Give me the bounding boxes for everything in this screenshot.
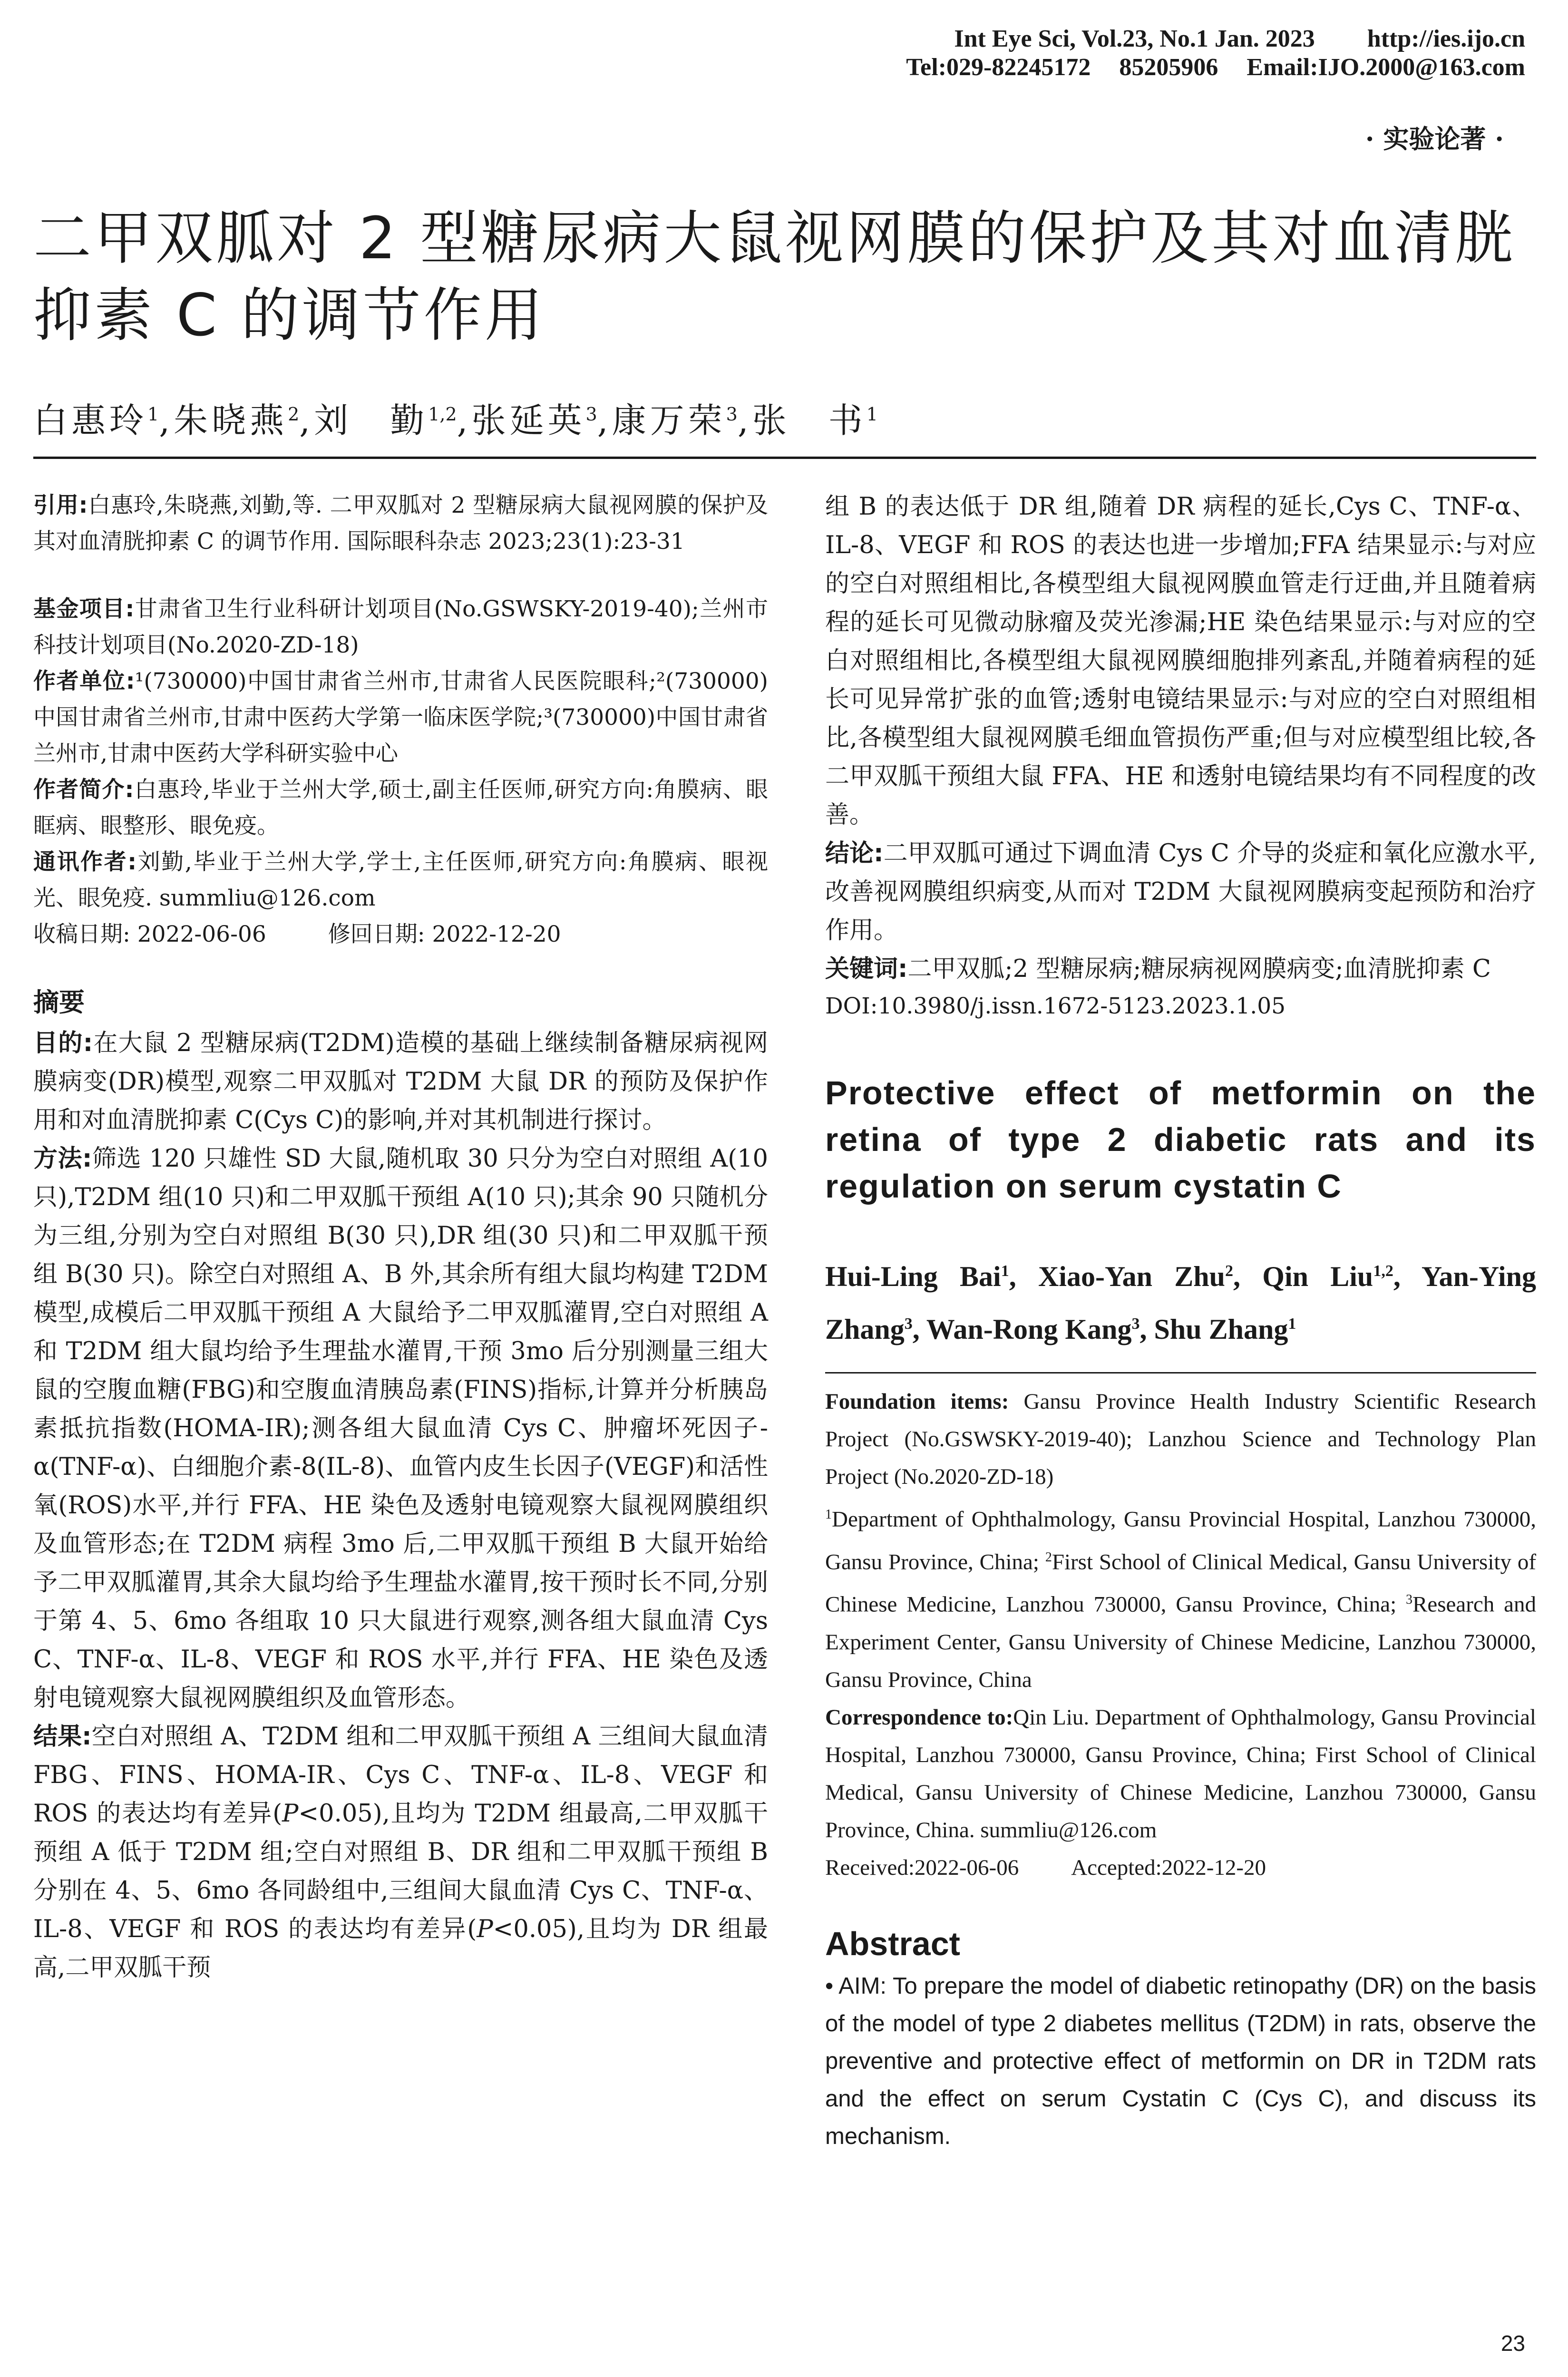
affiliations-zh — [33, 663, 768, 772]
author-zh-separator: , — [457, 400, 472, 440]
title-zh-line-2: 抑素 C 的调节作用 — [33, 282, 545, 349]
author-en-affiliation-mark: 1 — [1001, 1262, 1009, 1280]
author-zh-name: 张 书 — [752, 400, 867, 440]
correspondence-text: Qin Liu. Department of Ophthalmology, Gansu Provincial Hospital, Lanzhou 730000, Gansu Province, China; First School of Clinical Medical, Gansu University of Chinese Medicine, Lanzhou 730000, Gansu Province, China. summliu@126.com — [825, 1705, 1536, 1842]
result-zh — [33, 1717, 768, 1987]
author-zh-affiliation-mark: 3 — [726, 404, 738, 425]
affiliations-en: $^1$Department of Ophthalmology, Gansu Provincial Hospital, Lanzhou 730000, Gansu Province, China; $^2$First School of Clinical Medical, Gansu University of Chinese Medicine, Lanzhou 730000, Gansu Province, China; $^3$Research and Experiment Center, Gansu University of Chinese Medicine, Lanzhou 730000, Gansu Province, China — [825, 1507, 1536, 1692]
aim-zh — [33, 1024, 768, 1140]
author-zh-affiliation-mark: 2 — [288, 404, 300, 425]
author-en-name: Wan-Rong Kang — [926, 1314, 1132, 1345]
result-text-a: 空白对照组 A、T2DM 组和二甲双胍干预组 A 三组间大鼠血清 FBG、FINS、HOMA-IR、Cys C、TNF-α、IL-8、VEGF 和 ROS 的表达均有差异( — [33, 1723, 768, 1828]
header-rule — [33, 457, 1536, 459]
result-continued: 组 B 的表达低于 DR 组,随着 DR 病程的延长,Cys C、TNF-α、IL-8、VEGF 和 ROS 的表达也进一步增加;FFA 结果显示:与对应的空白对照组相比,各模型组大鼠视网膜血管走行迂曲,并且随着病程的延长可见微动脉瘤及荧光渗漏;HE 染色结果显示:与对应的空白对照组相比,各模型组大鼠视网膜细胞排列紊乱,并随着病程的延长可见异常扩张的血管;透射电镜结果显示:与对应的空白对照组相比,各模型组大鼠视网膜毛细血管损伤严重;但与对应模型组比较,各二甲双胍干预组大鼠 FFA、HE 和透射电镜结果均有不同程度的改善。 — [825, 493, 1536, 829]
journal-fax: 85205906 — [1119, 54, 1218, 81]
article-title-en: Protective effect of metformin on the retina of type 2 diabetic rats and its regulation on serum cystatin C — [825, 1074, 1536, 1205]
author-zh-name: 张延英 — [471, 400, 586, 440]
author-en-separator: , — [1393, 1261, 1422, 1292]
journal-url[interactable]: http://ies.ijo.cn — [1367, 25, 1525, 52]
author-en-affiliation-mark: 2 — [1225, 1262, 1234, 1280]
article-title-zh — [33, 200, 1536, 354]
author-en-separator: , — [912, 1314, 926, 1345]
accepted-date-en: Accepted:2022-12-20 — [1071, 1855, 1266, 1880]
author-en-affiliation-mark: 1,2 — [1373, 1262, 1393, 1280]
author-zh-separator: , — [159, 400, 174, 440]
fund — [33, 591, 768, 663]
affiliation-3: Research and Experiment Center, Gansu University of Chinese Medicine, Lanzhou 730000, Gansu Province, China — [825, 1592, 1536, 1692]
journal-header — [906, 25, 1525, 82]
fund-text: 甘肃省卫生行业科研计划项目(No.GSWSKY-2019-40);兰州市科技计划项目(No.2020-ZD-18) — [33, 596, 769, 658]
author-en-name: Qin Liu — [1262, 1261, 1373, 1292]
conclusion-text: 二甲双胍可通过下调血清 Cys C 介导的炎症和氧化应激水平,改善视网膜组织病变,从而对 T2DM 大鼠视网膜病变起预防和治疗作用。 — [825, 839, 1536, 945]
aim-label: 目的: — [33, 1029, 93, 1057]
affiliation-label: 作者单位: — [33, 668, 135, 694]
author-en-name: Xiao-Yan Zhu — [1038, 1261, 1226, 1292]
title-zh-line-1: 二甲双胍对 2 型糖尿病大鼠视网膜的保护及其对血清胱 — [33, 205, 1516, 272]
author-en-separator: , — [1009, 1261, 1038, 1292]
citation — [33, 487, 768, 560]
author-zh-affiliation-mark: 3 — [585, 404, 597, 425]
dates-en — [825, 1849, 1536, 1887]
left-column — [33, 487, 768, 1987]
journal-tel: Tel:029-82245172 — [906, 54, 1091, 81]
result-text-c: <0.05),且均为 DR 组最高,二甲双胍干预 — [33, 1915, 768, 1982]
corr-label: 通讯作者: — [33, 849, 137, 875]
author-zh-name: 朱晓燕 — [174, 400, 288, 440]
author-zh-separator: , — [737, 400, 752, 440]
aim-text-en: To prepare the model of diabetic retinopathy (DR) on the basis of the model of type 2 diabetes mellitus (T2DM) in rats, observe the preventive and protective effect of metformin on DR in T2DM rats and the effect on serum Cystatin C (Cys C), and discuss its mechanism. — [825, 1973, 1537, 2149]
fund-label: 基金项目: — [33, 596, 135, 622]
author-zh-name: 刘 勤 — [314, 400, 429, 440]
author-zh-separator: , — [299, 400, 314, 440]
journal-email[interactable]: Email:IJO.2000@163.com — [1247, 54, 1525, 81]
author-zh-affiliation-mark: 1,2 — [428, 404, 457, 425]
p-symbol: P — [477, 1915, 493, 1943]
author-en-name: Shu Zhang — [1154, 1314, 1288, 1345]
abstract-heading-en: Abstract — [825, 1925, 960, 1962]
p-symbol: P — [282, 1800, 299, 1828]
keywords-label: 关键词: — [825, 955, 908, 983]
author-en-separator: , — [1139, 1314, 1154, 1345]
author-zh-name: 白惠玲 — [33, 400, 148, 440]
received-date-en: Received:2022-06-06 — [825, 1855, 1019, 1880]
affiliation-2: First School of Clinical Medical, Gansu University of Chinese Medicine, Lanzhou 730000, Gansu Province, China; — [825, 1549, 1536, 1617]
corr-text: 刘勤,毕业于兰州大学,学士,主任医师,研究方向:角膜病、眼视光、眼免疫. summliu@126.com — [33, 849, 769, 911]
bio-text: 白惠玲,毕业于兰州大学,硕士,副主任医师,研究方向:角膜病、眼眶病、眼整形、眼免疫。 — [33, 777, 768, 839]
result-text-b: <0.05),且均为 T2DM 组最高,二甲双胍干预组 A 低于 T2DM 组;空白对照组 B、DR 组和二甲双胍干预组 B 分别在 4、5、6mo 各同龄组中,三组间大鼠血清 Cys C、TNF-α、IL-8、VEGF 和 ROS 的表达均有差异( — [33, 1800, 768, 1943]
author-bio — [33, 772, 768, 844]
author-en-name: Hui-Ling Bai — [825, 1261, 1001, 1292]
foundation-en — [825, 1383, 1536, 1496]
affiliation-1: Department of Ophthalmology, Gansu Provincial Hospital, Lanzhou 730000, Gansu Province, China; — [825, 1507, 1536, 1575]
doi[interactable]: DOI:10.3980/j.issn.1672-5123.2023.1.05 — [825, 993, 1286, 1019]
author-zh-separator: , — [597, 400, 612, 440]
author-zh-affiliation-mark: 1 — [866, 404, 878, 425]
keywords-zh — [825, 950, 1536, 988]
author-zh-name: 康万荣 — [612, 400, 726, 440]
aim-en — [825, 1968, 1536, 2155]
foundation-label: Foundation items: — [825, 1389, 1009, 1414]
author-en-affiliation-mark: 1 — [1288, 1315, 1296, 1333]
aim-bullet: • AIM: — [825, 1973, 887, 1999]
authors-en — [825, 1247, 1536, 1353]
page-number: 23 — [1500, 2331, 1525, 2356]
author-en-affiliation-mark: 3 — [1131, 1315, 1140, 1333]
result-label: 结果: — [33, 1723, 92, 1751]
revised-date: 修回日期: 2022-12-20 — [328, 921, 561, 947]
correspondence-en — [825, 1699, 1536, 1849]
abstract-heading-zh: 摘要 — [33, 987, 85, 1017]
aim-text: 在大鼠 2 型糖尿病(T2DM)造模的基础上继续制备糖尿病视网膜病变(DR)模型,观察二甲双胍对 T2DM 大鼠 DR 的预防及保护作用和对血清胱抑素 C(Cys C)的影响,并对其机制进行探讨。 — [33, 1029, 768, 1134]
received-date: 收稿日期: 2022-06-06 — [33, 921, 266, 947]
method-text: 筛选 120 只雄性 SD 大鼠,随机取 30 只分为空白对照组 A(10 只),T2DM 组(10 只)和二甲双胍干预组 A(10 只);其余 90 只随机分为三组,分别为空白对照组 B(30 只),DR 组(30 只)和二甲双胍干预组 B(30 只)。除空白对照组 A、B 外,其余所有组大鼠均构建 T2DM 模型,成模后二甲双胍干预组 A 大鼠给予二甲双胍灌胃,空白对照组 A 和 T2DM 组大鼠均给予生理盐水灌胃,干预 3mo 后分别测量三组大鼠的空腹血糖(FBG)和空腹血清胰岛素(FINS)指标,计算并分析胰岛素抵抗指数(HOMA-IR);测各组大鼠血清 Cys C、肿瘤坏死因子-α(TNF-α)、白细胞介素-8(IL-8)、血管内皮生长因子(VEGF)和活性氧(ROS)水平,并行 FFA、HE 染色及透射电镜观察大鼠视网膜组织及血管形态;在 T2DM 病程 3mo 后,二甲双胍干预组 B 大鼠开始给予二甲双胍灌胃,其余大鼠均给予生理盐水灌胃,按干预时长不同,分别于第 4、5、6mo 各组取 10 只大鼠进行观察,测各组大鼠血清 Cys C、TNF-α、IL-8、VEGF 和 ROS 水平,并行 FFA、HE 染色及透射电镜观察大鼠视网膜组织及血管形态。 — [33, 1145, 768, 1712]
conclusion-label: 结论: — [825, 839, 884, 867]
citation-label: 引用: — [33, 492, 88, 518]
authors-zh — [33, 393, 878, 442]
method-label: 方法: — [33, 1145, 92, 1173]
keywords-text: 二甲双胍;2 型糖尿病;糖尿病视网膜病变;血清胱抑素 C — [907, 955, 1491, 983]
citation-text: 白惠玲,朱晓燕,刘勤,等. 二甲双胍对 2 型糖尿病大鼠视网膜的保护及其对血清胱抑素 C 的调节作用. 国际眼科杂志 2023;23(1):23-31 — [33, 492, 768, 555]
journal-issue: Int Eye Sci, Vol.23, No.1 Jan. 2023 — [954, 25, 1315, 52]
affiliation-text: ¹(730000)中国甘肃省兰州市,甘肃省人民医院眼科;²(730000)中国甘肃省兰州市,甘肃中医药大学第一临床医学院;³(730000)中国甘肃省兰州市,甘肃中医药大学科研实验中心 — [33, 668, 769, 767]
section-tag: · 实验论著 · — [1365, 124, 1504, 154]
method-zh — [33, 1140, 768, 1717]
conclusion-zh — [825, 834, 1536, 950]
author-zh-affiliation-mark: 1 — [147, 404, 159, 425]
dates-zh — [33, 916, 768, 953]
corresponding-author-zh — [33, 844, 768, 916]
correspondence-label: Correspondence to: — [825, 1705, 1013, 1730]
author-en-affiliation-mark: 3 — [904, 1315, 913, 1333]
header-line-1 — [906, 25, 1525, 53]
foundation-text: Gansu Province Health Industry Scientific Research Project (No.GSWSKY-2019-40); Lanzhou Science and Technology Plan Project (No.2020-ZD-18) — [825, 1389, 1536, 1489]
right-column — [825, 487, 1536, 2155]
bio-label: 作者简介: — [33, 777, 134, 803]
author-en-name: Yan-Ying Zhang — [825, 1261, 1537, 1345]
author-en-separator: , — [1233, 1261, 1263, 1292]
header-line-2 — [906, 53, 1525, 82]
